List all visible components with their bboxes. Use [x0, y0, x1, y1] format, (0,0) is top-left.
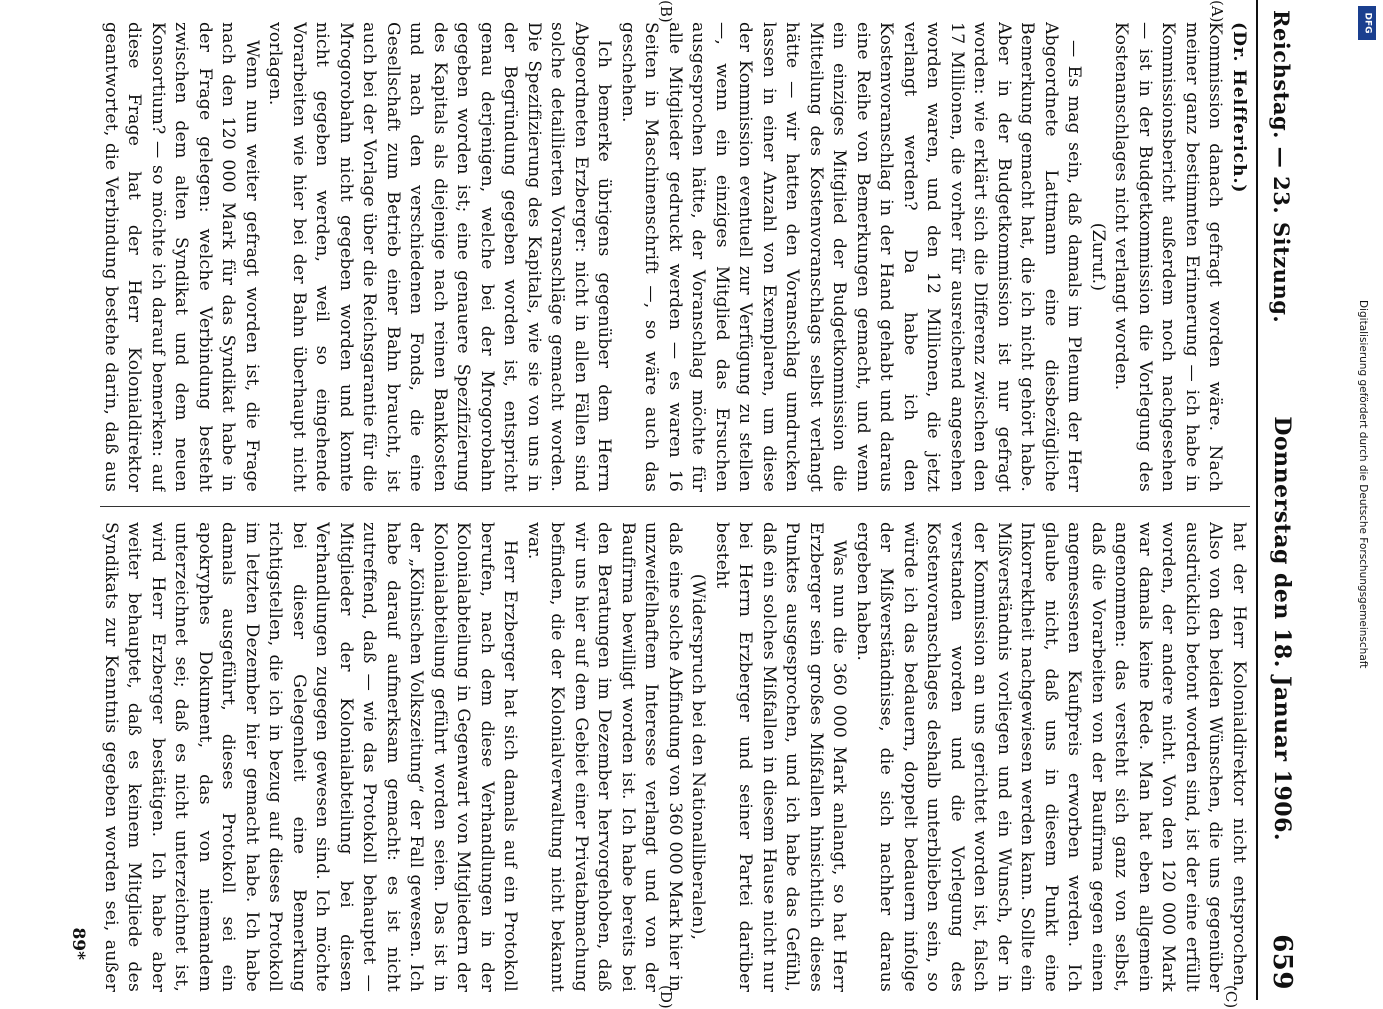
digitization-strip [1354, 0, 1383, 1000]
paragraph: Ich bemerke übrigens gegenüber dem Herrn Abgeordneten Erzberger: nicht in allen Fällen sind solche detaillierten Voranschläge gemacht worden. Die Spezifizierung des Kapitals, wie sie von uns in der Begründung gegeben worden ist, entspricht genau derjenigen, welche bei der Mrogorobahn gegeben worden ist; eine genauere Spezifizierung des Kapitals als diejenige nach reinen Bankkosten und nach den verschiedenen Fonds, die eine Gesellschaft zum Betrieb einer Bahn braucht, ist auch bei der Vorlage über die Reichsgarantie für die Mrogorobahn nicht gegeben worden und konnte nicht gegeben werden, weil so eingehende Vorarbeiten wie hier bei der Bahn überhaupt nicht vorlagen. [265, 22, 615, 492]
page-number: 659 [1267, 934, 1297, 990]
document-page [50, 0, 1350, 1009]
column-divider [100, 506, 1250, 507]
right-column [100, 522, 1250, 992]
paragraph: Herr Erzberger hat sich damals auf ein Protokoll berufen, nach dem diese Verhandlungen in der Kolonialabteilung in Gegenwart von Mitgliedern der Kolonialabteilung geführt worden seien. Das ist in der „Kölnischen Volkszeitung“ der Fall gewesen. Ich habe darauf aufmerksam gemacht: es ist nicht zutreffend, daß — wie das Protokoll behauptet — Mitglieder der Kolonialabteilung bei diesen Verhandlungen zugegen gewesen sind. Ich möchte bei dieser Gelegenheit eine Bemerkung richtigstellen, die ich in bezug auf dieses Protokoll im letzten Dezember hier gemacht habe. Ich habe damals ausgeführt, dieses Protokoll sei ein apokryphes Dokument, das von niemandem unterzeichnet sei; daß es nicht unterzeichnet ist, wird Herr Erzberger bestätigen. Ich habe aber weiter behauptet, daß es keinem Mitgliede des Syndikats zur Kenntnis gegeben worden sei, außer [101, 522, 521, 992]
header-left: Reichstag. — 23. Sitzung. [1269, 10, 1295, 324]
header-date: Donnerstag den 18. Januar 1906. [1269, 416, 1295, 842]
dfg-logo: DFG [1358, 6, 1376, 40]
margin-marker-d: (D) [657, 985, 675, 1009]
left-column [100, 22, 1250, 492]
page-header [1262, 10, 1302, 990]
paragraph: Kommission danach gefragt worden wäre. Nach meiner ganz bestimmten Erinnerung — ich habe in Kommissionsbericht außerdem noch nachgesehen — ist in der Budgetkommission die Vorlegung des Kostenanschlages nicht verlangt worden. [1111, 22, 1226, 492]
paragraph: daß eine solche Abfindung von 360 000 Mark hier in unzweifelhaftem Interesse verlangt und von der Baufirma bewilligt worden ist. Ich habe bereits bei den Beratungen im Dezember hervorgehoben, daß wir uns hier auf dem Gebiet einer Privatabmachung befinden, die der Kolonialverwaltung nicht bekannt war. [524, 522, 685, 992]
paragraph: hat der Herr Kolonialdirektor nicht entsprochen. Also von den beiden Wünschen, die uns gegenüber ausdrücklich betont worden sind, ist der eine erfüllt worden, der andere nicht. Von den 120 000 Mark war damals keine Rede. Man hat eben allgemein angenommen: das versteht sich ganz von selbst, daß die Vorarbeiten von der Baufirma gegen einen angemessenen Kaufpreis erworben werden. Ich glaube nicht, daß uns in diesem Punkt eine Inkorrektheit nachgewiesen werden kann. Sollte ein Mißverständnis vorliegen und ein Wunsch, der in der Kommission an uns gerichtet worden ist, falsch verstanden worden und die Vorlegung des Kostenvoranschlages deshalb unterblieben sein, so würde ich das bedauern, doppelt bedauern infolge der Mißverständnisse, die sich nachher daraus ergeben haben. [853, 522, 1249, 992]
interjection: (Zuruf.) [1088, 222, 1108, 292]
digitization-credit: Digitalisierung gefördert durch die Deutsche Forschungsgemeinschaft [1357, 300, 1369, 669]
margin-marker-a: (A) [1208, 0, 1226, 23]
paragraph: Was nun die 360 000 Mark anlangt, so hat Herr Erzberger sein großes Mißfallen hinsichtlich dieses Punktes ausgesprochen, und ich habe das Gefühl, daß ein solches Mißfallen in diesem Hause nicht nur bei Herrn Erzberger und seiner Partei darüber besteht [712, 522, 850, 992]
signature-mark: 89* [68, 927, 88, 960]
margin-marker-b: (B) [657, 0, 675, 23]
header-rule [1256, 0, 1258, 1000]
margin-marker-c: (C) [1222, 985, 1240, 1009]
paragraph: Wenn nun weiter gefragt worden ist, die Frage nach den 120 000 Mark für das Syndikat habe in der Frage gelegen: welche Verbindung besteht zwischen dem alten Syndikat und dem neuen Konsortium? — so möchte ich darauf bemerken: auf diese Frage hat der Herr Kolonialdirektor geantwortet, die Verbindung bestehe darin, daß aus [101, 22, 262, 492]
interjection: (Widerspruch bei den Nationalliberalen), [688, 573, 709, 941]
speaker-label: (Dr. Helfferich.) [1229, 22, 1249, 194]
paragraph: — Es mag sein, daß damals im Plenum der Herr Abgeordnete Lattmann eine diesbezügliche Bemerkung gemacht hat, die ich nicht gehört habe. Aber in der Budgetkommission ist nur gefragt worden: wie erklärt sich die Differenz zwischen den 17 Millionen, die vorher für ausreichend angesehen worden waren, und den 12 Millionen, die jetzt verlangt werden? Da habe ich den Kostenvoranschlag in der Hand gehabt und daraus eine Reihe von Bemerkungen gemacht, und wenn ein einziges Mitglied der Budgetkommission die Mitteilung des Kostenvoranschlags selbst verlangt hätte — wir hatten den Voranschlag umdrucken lassen in einer Anzahl von Exemplaren, um diese der Kommission eventuell zur Verfügung zu stellen —, wenn ein einziges Mitglied das Ersuchen ausgesprochen hätte, der Voranschlag möchte für alle Mitglieder gedruckt werden — es waren 16 Seiten in Maschinenschrift —, so wäre auch das geschehen. [618, 22, 1085, 492]
